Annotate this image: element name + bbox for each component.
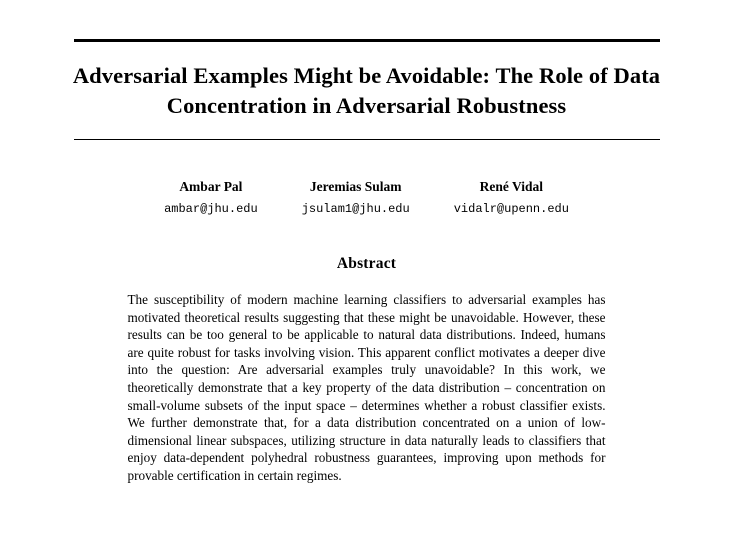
page-title: Adversarial Examples Might be Avoidable: The Role of Data Concentration in Adversarial Robustness — [72, 63, 661, 118]
author-name: Ambar Pal — [179, 179, 243, 194]
author-name: René Vidal — [479, 179, 544, 194]
abstract-heading: Abstract — [336, 255, 397, 272]
author-email[interactable]: vidalr@upenn.edu — [453, 202, 569, 216]
abstract-body — [128, 291, 606, 485]
author-email[interactable]: jsulam1@jhu.edu — [301, 202, 410, 216]
author-name: Jeremias Sulam — [309, 179, 402, 194]
paper-page — [0, 39, 733, 547]
abstract-paragraph: The susceptibility of modern machine learning classifiers to adversarial examples has motivated theoretical results suggesting that these might be unavoidable. However, these results can be too general to be applicable to natural data distributions. Indeed, humans are quite robust for tasks involving vision. This apparent conflict motivates a deeper dive into the question: Are adversarial examples truly unavoidable? In this work, we theoretically demonstrate that a key property of the data distribution – concentration on small-volume subsets of the input space – determines whether a robust classifier exists. We further demonstrate that, for a data distribution concentrated on a union of low-dimensional linear subspaces, utilizing structure in data naturally leads to classifiers that enjoy data-dependent polyhedral robustness guarantees, improving upon methods for provable certification in certain regimes. — [127, 292, 606, 483]
title-bottom-rule — [74, 139, 660, 140]
author-list — [0, 178, 733, 219]
author-entry — [432, 178, 591, 219]
author-entry — [280, 178, 432, 219]
author-entry — [142, 178, 280, 219]
author-email[interactable]: ambar@jhu.edu — [164, 202, 258, 216]
